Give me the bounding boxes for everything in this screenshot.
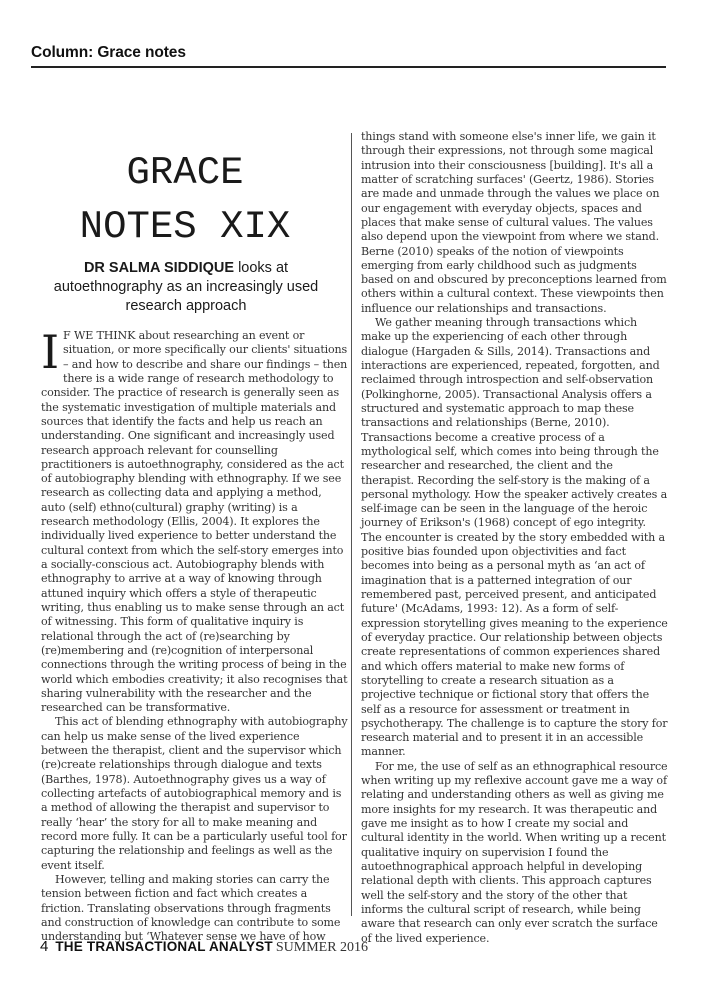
author-name: DR SALMA SIDDIQUE [83,260,235,276]
column-divider [351,133,352,916]
page-footer [40,938,368,956]
paragraph: However, telling and making stories can carry the tension between fiction and fact which creates a friction. Translating observations through fragments and construction of knowledge can contribute to some understanding but ‘Whatever sense we have of how [41,872,341,944]
header-rule [31,66,666,68]
page-number: 4 [40,938,49,955]
dropcap: I [41,325,60,379]
right-column [361,130,669,946]
magazine-name: THE TRANSACTIONAL ANALYST [55,939,273,954]
section-header: Column: Grace notes [31,44,186,61]
paragraph: things stand with someone else's inner life, we gain it through their expressions, not through some magical intrusion into their consciousness [building]. It's all a matter of scratching surfaces' (Geertz, 1986). Stories are made and unmade through the values we place on our engagement with everyday objects, spaces and places that make sense of cultural values. The values also depend upon the viewpoint from where we stand. Berne (2010) speaks of the notion of viewpoints emerging from early childhood such as judgments based on and obscured by preconceptions learned from others within a cultural context. These viewpoints then influence our relationships and transactions. [361,130,667,315]
left-column [41,325,348,944]
paragraph: This act of blending ethnography with autobiography can help us make sense of the lived experience between the therapist, client and the supervisor which (re)create relationships through dialogue and texts (Barthes, 1978). Autoethnography gives us a way of collecting artefacts of autobiographical memory and is a method of allowing the therapist and supervisor to really ‘hear’ the story for all to make meaning and record more fully. It can be a particularly useful tool for capturing the relationship and feelings as well as the event itself. [41,715,348,872]
deck-text: looks at autoethnography as an increasingly used research approach [53,260,319,314]
paragraph: For me, the use of self as an ethnographical resource when writing up my reflexive account gave me a way of relating and understanding others as well as giving me more insights for my research. It was therapeutic and gave me insight as to how I create my social and cultural identity in the world. When writing up a recent qualitative inquiry on supervision I found the autoethnographical approach helpful in developing relational depth with clients. This approach captures well the self-story and the story of the other that informs the cultural script of research, while being aware that research can only ever scratch the surface of the lived experience. [361,759,668,945]
issue-label: SUMMER 2016 [275,940,369,955]
paragraph: We gather meaning through transactions which make up the experiencing of each other through dialogue (Hargaden & Sills, 2014). Transactions and interactions are experienced, repeated, forgotten, and reclaimed through introspection and self-observation (Polkinghorne, 2005). Transactional Analysis offers a structured and systematic approach to map these transactions and relationships (Berne, 2010). Transactions become a creative process of a mythological self, which comes into being through the researcher and researched, the client and the therapist. Recording the self-story is the making of a personal mythology. How the speaker actively creates a self-image can be seen in the language of the heroic journey of Erikson's (1968) concept of ego integrity. The encounter is created by the story embedded with a positive bias founded upon objectivities and fact becomes into being as a personal myth as ‘an act of imagination that is a patterned integration of our remembered past, perceived present, and anticipated future' (McAdams, 1993: 12). As a form of self-expression storytelling gives meaning to the experience of everyday practice. Our relationship between objects create representations of common experiences shared and which offers material to make new forms of storytelling to create a research situation as a projective technique or fictional story that offers the self as a resource for assessment or treatment in psychotherapy. The challenge is to capture the story for research material and to present it in an accessible manner. [361,316,668,759]
article-deck [40,259,332,316]
article-title [30,146,340,254]
title-line-1: GRACE [126,151,244,195]
paragraph: I F WE THINK about researching an event or situation, or more specifically our clients' situations – and how to describe and share our findings – then there is a wide range of research methodology to consider. The practice of research is generally seen as the systematic investigation of multiple materials and sources that identify the facts and help us reach an understanding. One significant and increasingly used research approach relevant for counselling practitioners is autoethnography, considered as the act of autobiography blending with ethnography. If we see research as collecting data and applying a method, auto (self) ethno(cultural) graphy (writing) is a research methodology (Ellis, 2004). It explores the individually lived experience to better understand the cultural context from which the self-story emerges into a socially-conscious act. Autobiography blends with ethnography to arrive at a way of knowing through attuned inquiry which offers a style of therapeutic writing, thus enabling us to make sense through an act of witnessing. This form of qualitative inquiry is relational through the act of (re)searching by (re)membering and (re)cognition of interpersonal connections through the writing process of being in the world which embodies creativity; it also recognises that sharing vulnerability with the researcher and the researched can be transformative. [41,325,348,715]
title-line-2: NOTES XIX [79,205,291,249]
